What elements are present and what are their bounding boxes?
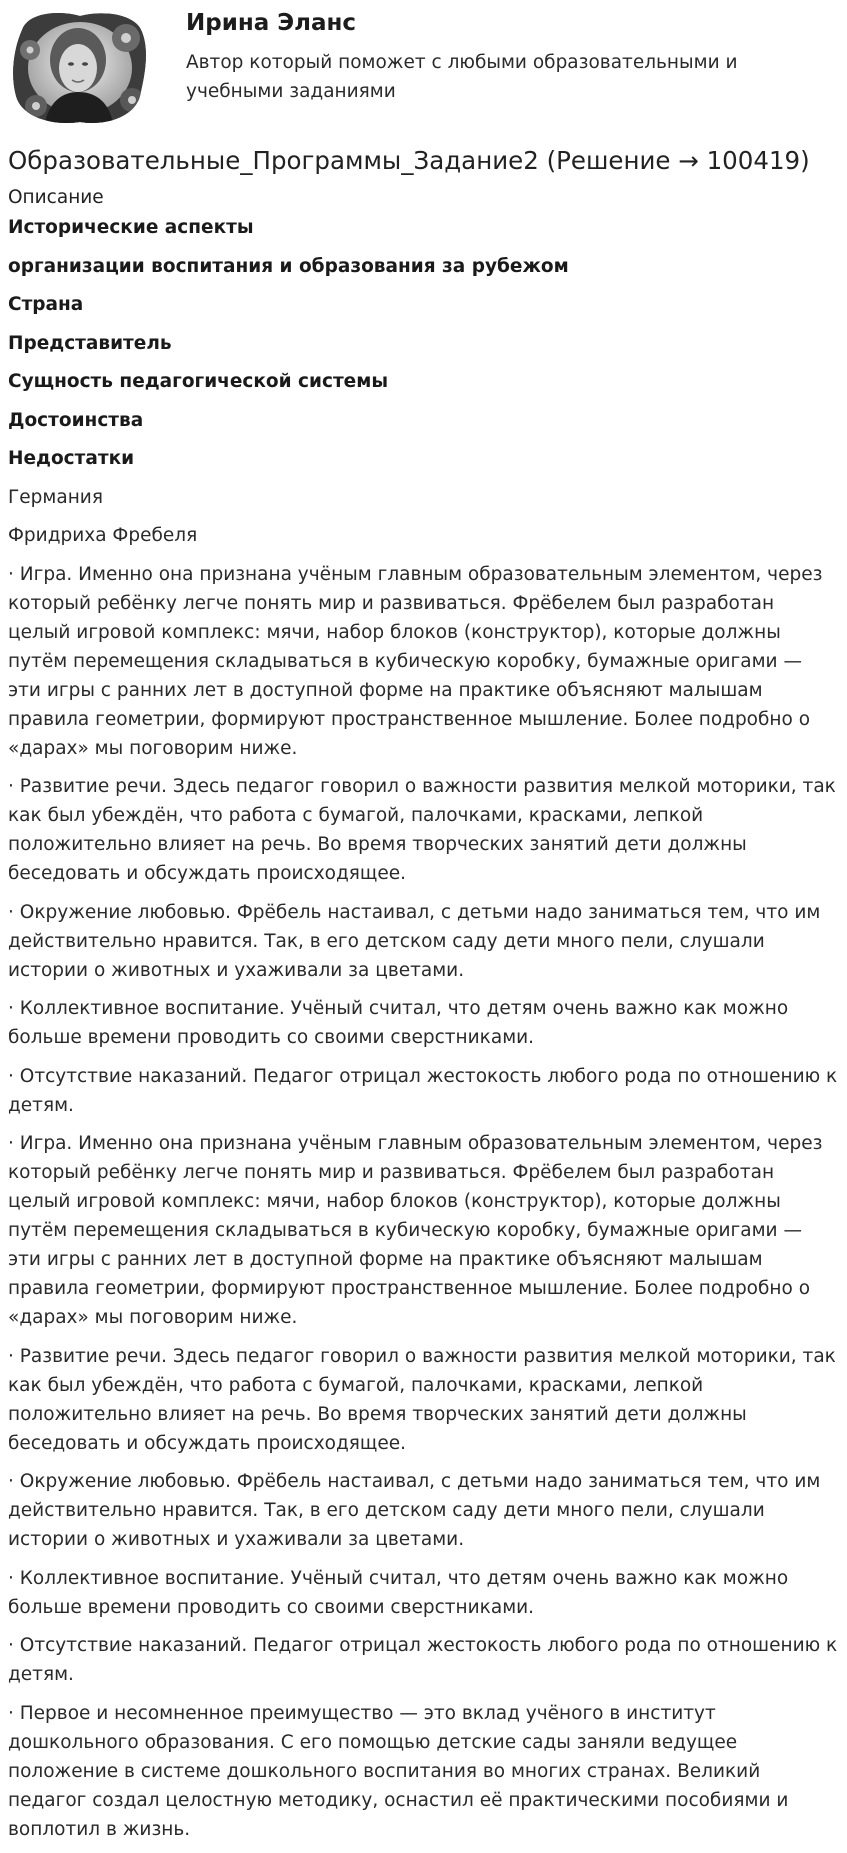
- paragraph: · Игра. Именно она признана учёным главным образовательным элементом, через который ребёнку легче понять мир и развиваться. Фрёбелем был разработан целый игровой комплекс: мячи, набор блоков (конструктор), которые должны путём перемещения складываться в кубическую коробку, бумажные оригами — эти игры с ранних лет в доступной форме на практике объясняют малышам правила геометрии, формируют пространственное мышление. Более подробно о «дарах» мы поговорим ниже.: [8, 563, 823, 759]
- paragraph: · Отсутствие наказаний. Педагог отрицал жестокость любого рода по отношению к детям.: [8, 1635, 838, 1685]
- heading-historical-aspects: Исторические аспекты: [8, 217, 254, 238]
- heading-disadvantages: Недостатки: [8, 448, 135, 469]
- description-label: Описание: [8, 187, 104, 208]
- document-content: [8, 213, 840, 1853]
- paragraph: · Развитие речи. Здесь педагог говорил о важности развития мелкой моторики, так как был убеждён, что работа с бумагой, палочками, красками, лепкой положительно влияет на речь. Во время творческих занятий дети должны беседовать и обсуждать происходящее.: [8, 776, 836, 884]
- author-avatar[interactable]: [8, 8, 152, 128]
- paragraph: · Игра. Именно она признана учёным главным образовательным элементом, через который ребёнку легче понять мир и развиваться. Фрёбелем был разработан целый игровой комплекс: мячи, набор блоков (конструктор), которые должны путём перемещения складываться в кубическую коробку, бумажные оригами — эти игры с ранних лет в доступной форме на практике объясняют малышам правила геометрии, формируют пространственное мышление. Более подробно о «дарах» мы поговорим ниже.: [8, 1133, 823, 1328]
- paragraph: · Развитие речи. Здесь педагог говорил о важности развития мелкой моторики, так как был убеждён, что работа с бумагой, палочками, красками, лепкой положительно влияет на речь. Во время творческих занятий дети должны беседовать и обсуждать происходящее.: [8, 1345, 836, 1454]
- heading-advantages: Достоинства: [8, 409, 144, 431]
- paragraph: · Первое и несомненное преимущество — это вклад учёного в институт дошкольного образования. С его помощью детские сады заняли ведущее положение в системе дошкольного воспитания во многих странах. Великий педагог создал целостную методику, оснастил её практическими пособиями и воплотил в жизнь.: [8, 1702, 789, 1840]
- paragraph: · Коллективное воспитание. Учёный считал, что детям очень важно как можно больше времени проводить со своими сверстниками.: [8, 1567, 789, 1618]
- country-value: Германия: [8, 486, 103, 508]
- representative-value: Фридриха Фребеля: [8, 525, 198, 546]
- author-description: Автор который поможет с любыми образовательными и учебными заданиями: [186, 52, 738, 102]
- heading-country: Страна: [8, 294, 84, 315]
- author-avatar-photo: [8, 8, 152, 128]
- heading-representative: Представитель: [8, 332, 172, 354]
- author-header: [0, 0, 847, 132]
- heading-system-essence: Сущность педагогической системы: [8, 371, 389, 392]
- author-name[interactable]: Ирина Эланс: [186, 10, 357, 36]
- paragraph: · Окружение любовью. Фрёбель настаивал, с детьми надо заниматься тем, что им действительно нравится. Так, в его детском саду дети много пели, слушали истории о животных и ухаживали за цветами.: [8, 1471, 821, 1550]
- page-title: Образовательные_Программы_Задание2 (Решение → 100419): [8, 146, 810, 175]
- paragraph: · Окружение любовью. Фрёбель настаивал, с детьми надо заниматься тем, что им действительно нравится. Так, в его детском саду дети много пели, слушали истории о животных и ухаживали за цветами.: [8, 901, 821, 981]
- heading-organization-abroad: организации воспитания и образования за рубежом: [8, 255, 569, 277]
- paragraph: · Коллективное воспитание. Учёный считал, что детям очень важно как можно больше времени проводить со своими сверстниками.: [8, 998, 789, 1048]
- paragraph: · Отсутствие наказаний. Педагог отрицал жестокость любого рода по отношению к детям.: [8, 1065, 838, 1116]
